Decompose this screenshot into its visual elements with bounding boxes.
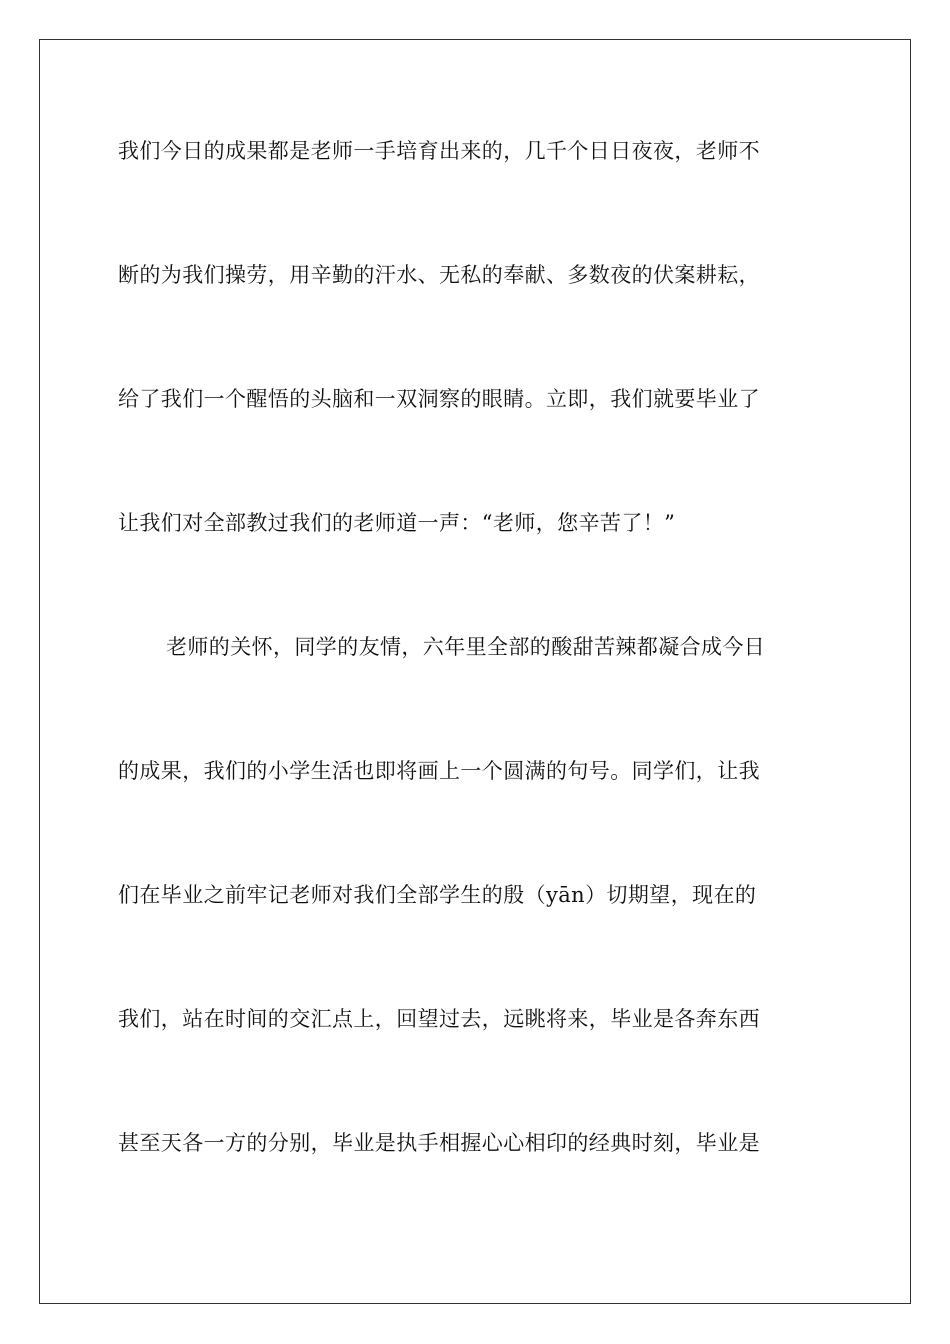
text-line: 的成果，我们的小学生活也即将画上一个圆满的句号。同学们，让我 bbox=[118, 759, 760, 783]
text-line: 给了我们一个醒悟的头脑和一双洞察的眼睛。立即，我们就要毕业了 bbox=[118, 387, 760, 411]
text-line: 我们，站在时间的交汇点上，回望过去，远眺将来，毕业是各奔东西 bbox=[118, 1007, 760, 1031]
text-line: 让我们对全部教过我们的老师道一声：“老师，您辛苦了！” bbox=[118, 511, 676, 535]
text-line: 我们今日的成果都是老师一手培育出来的，几千个日日夜夜，老师不 bbox=[118, 139, 760, 163]
page-border bbox=[39, 39, 911, 1304]
text-line: 们在毕业之前牢记老师对我们全部学生的殷（yān）切期望，现在的 bbox=[118, 883, 757, 907]
text-line: 断的为我们操劳，用辛勤的汗水、无私的奉献、多数夜的伏案耕耘， bbox=[118, 263, 760, 287]
paragraph-first-line: 老师的关怀，同学的友情，六年里全部的酸甜苦辣都凝合成今日 bbox=[166, 635, 766, 659]
text-line: 甚至天各一方的分别，毕业是执手相握心心相印的经典时刻，毕业是 bbox=[118, 1131, 760, 1155]
